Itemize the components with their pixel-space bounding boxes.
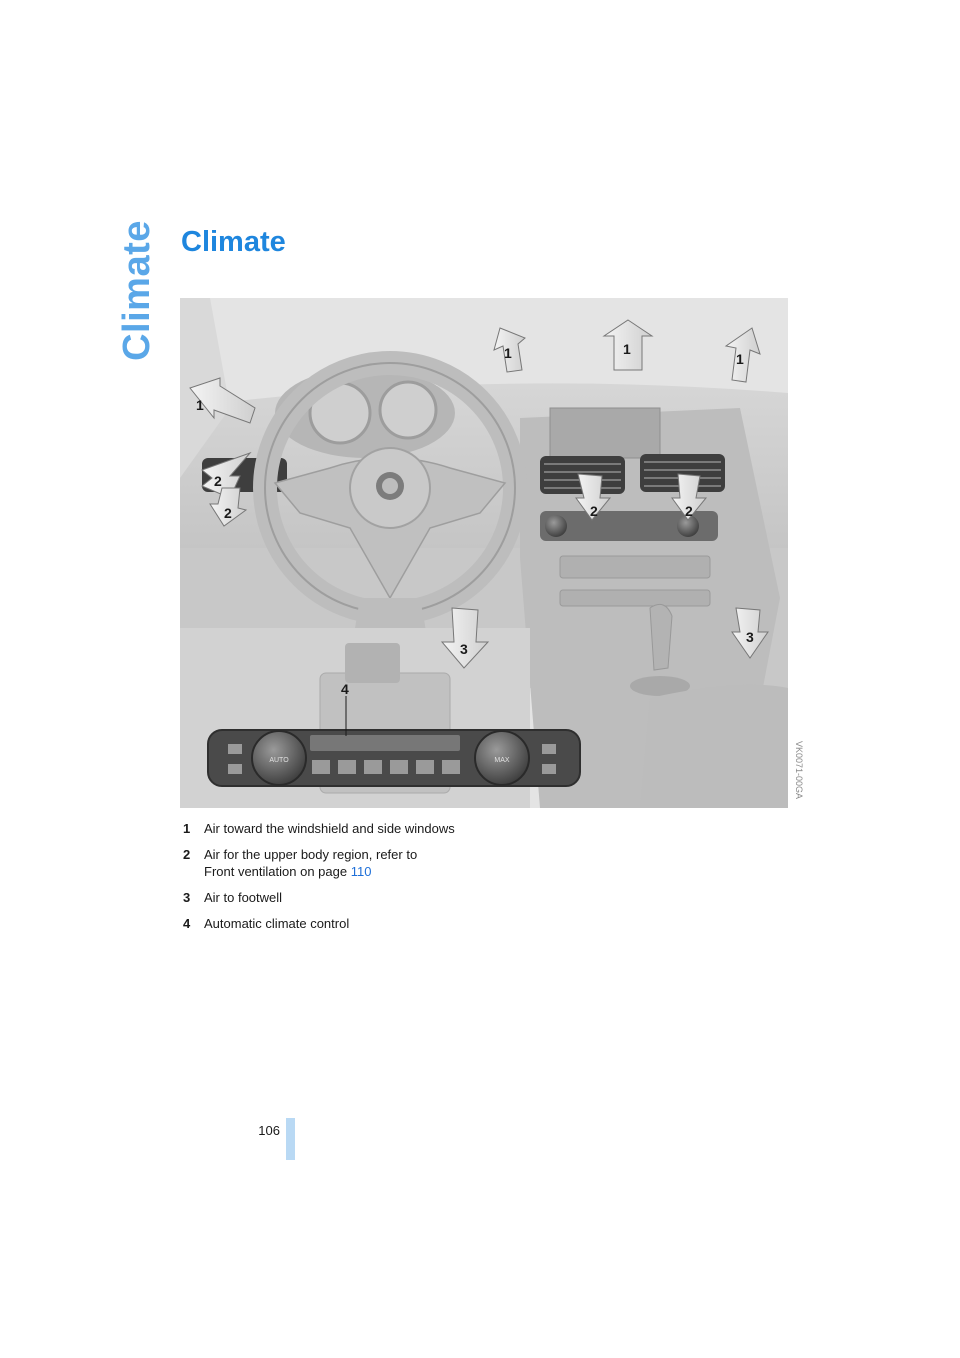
legend-number: 2 [183, 847, 191, 862]
page-title: Climate [181, 226, 286, 258]
dashboard-illustration [180, 298, 788, 808]
legend-text: Air toward the windshield and side windows [204, 821, 455, 836]
callout-2-left-a: 2 [214, 473, 222, 489]
figure-legend [183, 820, 683, 941]
callout-1-left: 1 [196, 397, 204, 413]
legend-item [183, 915, 683, 932]
callout-3-right: 3 [746, 629, 754, 645]
auto-button-label: AUTO [269, 757, 289, 764]
callout-2-left-b: 2 [224, 505, 232, 521]
figure-code: VK0071-00GA [794, 740, 805, 800]
legend-item [183, 889, 683, 906]
legend-text: Automatic climate control [204, 916, 350, 931]
callout-1-center-left: 1 [504, 345, 512, 361]
legend-text: Air to footwell [204, 890, 283, 905]
legend-text: Air for the upper body region, refer to Front ventilation on page 110 [204, 847, 418, 879]
legend-item [183, 820, 683, 837]
page-number: 106 [258, 1123, 280, 1138]
callout-1-right: 1 [736, 351, 744, 367]
legend-number: 4 [183, 916, 191, 931]
callout-4: 4 [341, 681, 349, 697]
callout-2-center-right: 2 [685, 503, 693, 519]
callout-2-center-left: 2 [590, 503, 598, 519]
side-tab-label: Climate [115, 219, 158, 361]
callout-1-center: 1 [623, 341, 631, 357]
legend-item [183, 846, 683, 880]
callout-3-left: 3 [460, 641, 468, 657]
page-edge-bar [286, 1118, 295, 1160]
legend-number: 3 [183, 890, 191, 905]
side-tab [112, 219, 162, 361]
max-button-label: MAX [494, 757, 510, 764]
page-link-110[interactable]: 110 [350, 864, 372, 879]
legend-number: 1 [183, 821, 191, 836]
